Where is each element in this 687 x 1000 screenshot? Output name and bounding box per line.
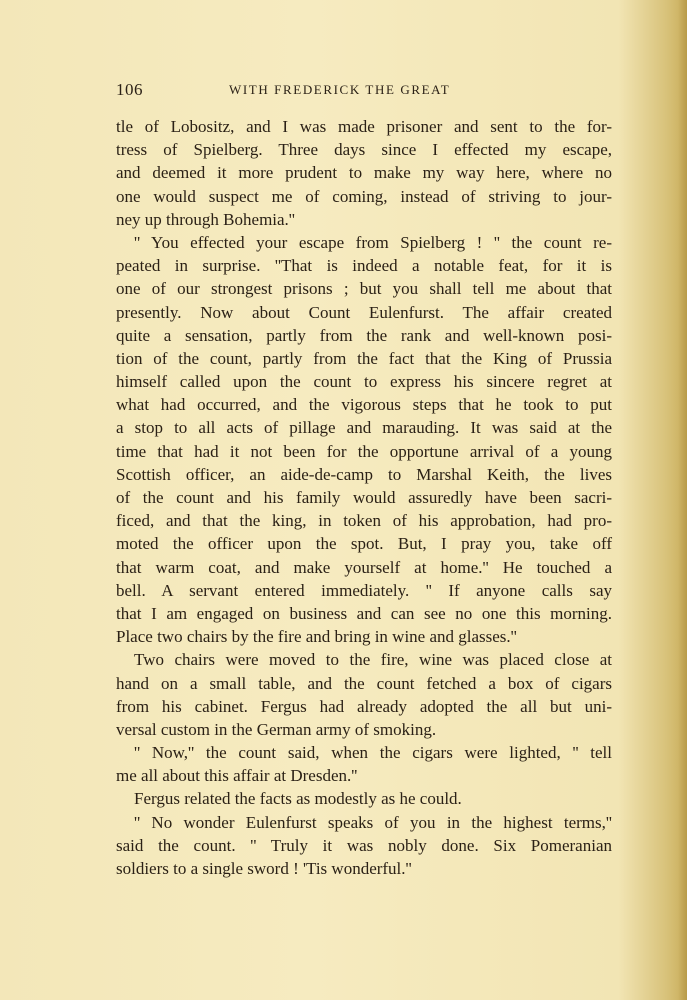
text-line: that warm coat, and make yourself at home.'' He touched a bbox=[116, 557, 612, 577]
text-line: '' No wonder Eulenfurst speaks of you in the highest terms,'' bbox=[134, 812, 612, 832]
text-line: one of our strongest prisons ; but you shall tell me about that bbox=[116, 279, 612, 299]
body-text bbox=[116, 115, 612, 880]
text-line: time that had it not been for the opportune arrival of a young bbox=[116, 441, 612, 461]
page-number: 106 bbox=[116, 80, 143, 99]
text-line: versal custom in the German army of smoking. bbox=[116, 719, 437, 739]
text-line: '' Now,'' the count said, when the cigars were lighted, '' tell bbox=[134, 743, 612, 763]
text-line: and deemed it more prudent to make my way here, where no bbox=[116, 163, 612, 183]
text-line: Place two chairs by the fire and bring in wine and glasses.'' bbox=[116, 627, 517, 647]
text-line: moted the officer upon the spot. But, I pray you, take off bbox=[116, 534, 612, 554]
text-line: tress of Spielberg. Three days since I effected my escape, bbox=[116, 140, 612, 160]
text-line: ficed, and that the king, in token of his approbation, had pro- bbox=[116, 511, 612, 531]
text-line: Scottish officer, an aide-de-camp to Marshal Keith, the lives bbox=[116, 464, 612, 484]
text-line: one would suspect me of coming, instead of striving to jour- bbox=[116, 186, 612, 206]
running-head: WITH FREDERICK THE GREAT bbox=[229, 82, 451, 97]
text-line: Fergus related the facts as modestly as he could. bbox=[134, 789, 462, 809]
text-line: bell. A servant entered immediately. '' If anyone calls say bbox=[116, 580, 612, 600]
text-line: that I am engaged on business and can see no one this morning. bbox=[116, 603, 612, 623]
text-line: tle of Lobositz, and I was made prisoner and sent to the for- bbox=[116, 117, 612, 136]
text-line: tion of the count, partly from the fact that the King of Prussia bbox=[116, 348, 612, 368]
text-line: a stop to all acts of pillage and marauding. It was said at the bbox=[116, 418, 612, 438]
text-line: said the count. '' Truly it was nobly done. Six Pomeranian bbox=[116, 835, 612, 855]
page-header bbox=[116, 80, 612, 100]
text-line: soldiers to a single sword ! 'Tis wonderful.'' bbox=[116, 859, 412, 878]
text-line: of the count and his family would assuredly have been sacri- bbox=[116, 488, 612, 507]
text-line: peated in surprise. ''That is indeed a notable feat, for it is bbox=[116, 256, 612, 276]
text-line: himself called upon the count to express his sincere regret at bbox=[116, 372, 612, 392]
text-line: presently. Now about Count Eulenfurst. The affair created bbox=[116, 302, 612, 322]
page-edge-shadow bbox=[678, 0, 687, 1000]
text-line: hand on a small table, and the count fetched a box of cigars bbox=[116, 673, 612, 693]
text-line: '' You effected your escape from Spielberg ! '' the count re- bbox=[134, 232, 612, 252]
text-line: me all about this affair at Dresden.'' bbox=[116, 766, 358, 786]
text-line: quite a sensation, partly from the rank and well-known posi- bbox=[116, 325, 612, 345]
text-line: ney up through Bohemia.'' bbox=[116, 209, 295, 229]
text-line: what had occurred, and the vigorous steps that he took to put bbox=[116, 395, 612, 415]
text-line: Two chairs were moved to the fire, wine was placed close at bbox=[134, 650, 612, 670]
text-line: from his cabinet. Fergus had already adopted the all but uni- bbox=[116, 696, 612, 716]
